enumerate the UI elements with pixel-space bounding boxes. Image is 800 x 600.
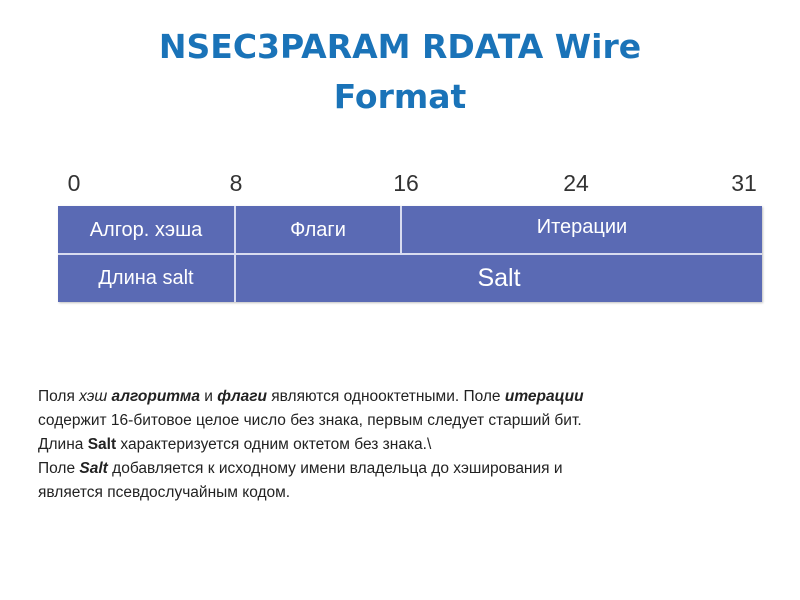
text-run: являются однооктетными. Поле: [266, 388, 505, 405]
text-run: содержит 16-битовое целое число без знака, первым следует старший бит.: [38, 412, 582, 429]
title-line-2: Format: [333, 77, 467, 116]
description-line-2: [38, 409, 768, 433]
bit-label-16: 16: [393, 170, 419, 196]
slide-title: [0, 22, 800, 122]
cell-hash-algorithm: Алгор. хэша: [89, 218, 203, 241]
text-run: и: [199, 388, 218, 405]
text-run: флаги: [217, 388, 267, 405]
cell-salt: Salt: [234, 254, 762, 302]
text-run: Длина: [38, 436, 88, 453]
text-run: хэш: [79, 388, 112, 405]
text-run: итерации: [504, 388, 584, 405]
bit-label-0: 0: [67, 170, 81, 196]
cell-iterations: Итерации: [400, 206, 762, 254]
table-row-1: [58, 206, 762, 254]
bit-label-8: 8: [229, 170, 243, 196]
table-row-2: [58, 254, 762, 302]
text-run: Salt: [87, 436, 117, 453]
description-text: [38, 385, 768, 505]
description-line-1: [38, 385, 768, 409]
wire-format-table: [58, 206, 762, 302]
text-run: является псевдослучайным кодом.: [38, 484, 291, 501]
text-run: Salt: [79, 460, 108, 477]
text-run: характеризуется одним октетом без знака.\: [116, 436, 432, 453]
title-line-1: NSEC3PARAM RDATA Wire: [158, 27, 642, 66]
text-run: добавляется к исходному имени владельца до хэширования и: [107, 460, 563, 477]
bit-label-24: 24: [563, 170, 589, 196]
text-run: алгоритма: [111, 388, 200, 405]
text-run: Поле: [38, 460, 80, 477]
cell-salt-length: Длина salt: [98, 266, 194, 289]
cell-flags: Флаги: [234, 206, 400, 254]
bit-label-31: 31: [731, 170, 757, 196]
description-line-5: [38, 481, 768, 505]
description-line-3: [38, 433, 768, 457]
description-line-4: [38, 457, 768, 481]
text-run: Поля: [38, 388, 80, 405]
bit-position-ruler: [0, 170, 800, 200]
